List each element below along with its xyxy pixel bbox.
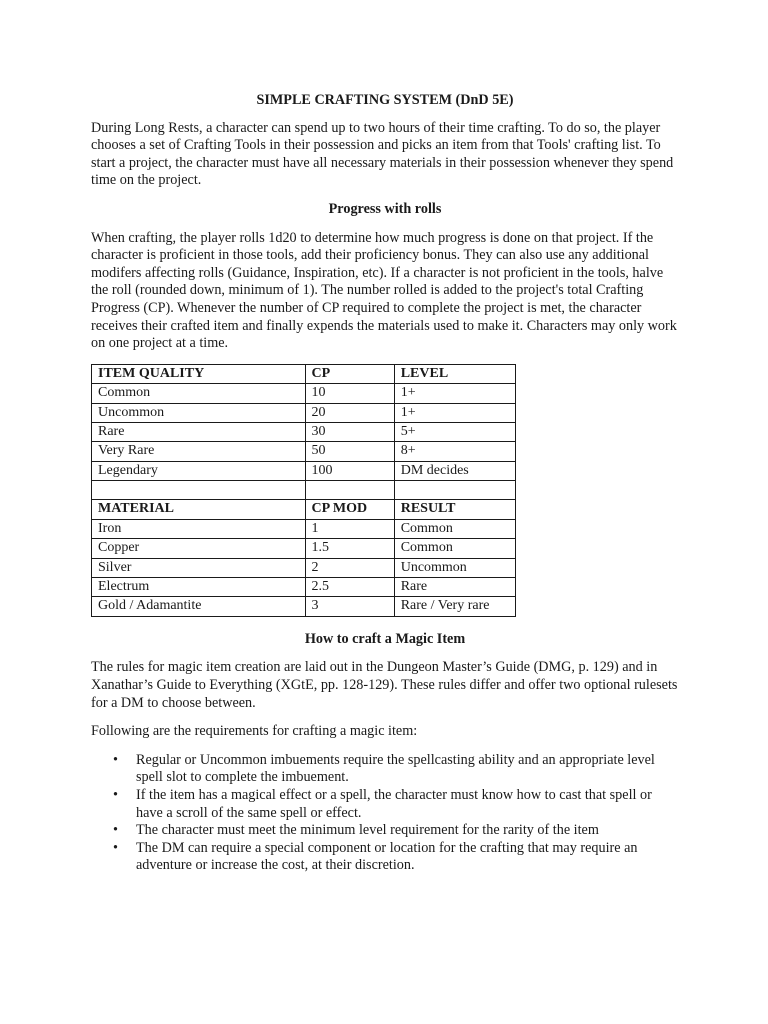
progress-heading: Progress with rolls (328, 200, 442, 217)
table-row (92, 597, 516, 616)
table-cell: Copper (92, 539, 306, 558)
table-cell: 8+ (394, 442, 515, 461)
intro-paragraph: During Long Rests, a character can spend up to two hours of their time crafting. To do so, the player chooses a set of Crafting Tools in their possession and picks an item from that Tools' crafting list. To start a project, the character must have all necessary materials in their possession whenever they spend time on the project. (91, 119, 674, 189)
table-row (92, 442, 516, 461)
table-cell: DM decides (394, 461, 515, 480)
list-item: • Regular or Uncommon imbuements require the spellcasting ability and an appropriate level spell slot to complete the imbuement. (136, 752, 679, 787)
table-cell: 5+ (394, 422, 515, 441)
table-cell: 1+ (394, 403, 515, 422)
table-cell: Common (394, 539, 515, 558)
quality-header-row (92, 364, 516, 383)
table-cell: 2.5 (305, 578, 394, 597)
table-cell: 1.5 (305, 539, 394, 558)
table-row (92, 384, 516, 403)
magic-heading: How to craft a Magic Item (304, 630, 466, 647)
table-cell: Very Rare (92, 442, 306, 461)
table-cell: Silver (92, 558, 306, 577)
header-cell: CP MOD (305, 500, 394, 519)
table-row (92, 422, 516, 441)
empty-cell (394, 481, 515, 500)
table-cell: 1+ (394, 384, 515, 403)
crafting-table (91, 364, 516, 617)
magic-paragraph: The rules for magic item creation are laid out in the Dungeon Master’s Guide (DMG, p. 129) and in Xanathar’s Guide to Everything (XGtE, pp. 128-129). These rules differ and offer two optional rulesets for a DM to choose between. (91, 659, 678, 711)
table-row (92, 519, 516, 538)
list-item: • The DM can require a special component or location for the crafting that may require an adventure or increase the cost, at their discretion. (136, 840, 679, 875)
table-row (92, 403, 516, 422)
document-page (91, 92, 679, 875)
table-cell: Legendary (92, 461, 306, 480)
header-cell: LEVEL (394, 364, 515, 383)
table-row (92, 558, 516, 577)
requirements-list (91, 752, 679, 875)
table-cell: Uncommon (92, 403, 306, 422)
table-cell: Rare (394, 578, 515, 597)
header-cell: CP (305, 364, 394, 383)
table-cell: 2 (305, 558, 394, 577)
table-cell: 3 (305, 597, 394, 616)
table-cell: Iron (92, 519, 306, 538)
table-cell: Rare / Very rare (394, 597, 515, 616)
empty-cell (92, 481, 306, 500)
header-cell: MATERIAL (92, 500, 306, 519)
empty-separator-row (92, 481, 516, 500)
table-cell: 50 (305, 442, 394, 461)
list-item: • The character must meet the minimum level requirement for the rarity of the item (136, 822, 679, 840)
table-cell: Uncommon (394, 558, 515, 577)
table-cell: 100 (305, 461, 394, 480)
table-cell: 10 (305, 384, 394, 403)
header-cell: ITEM QUALITY (92, 364, 306, 383)
table-cell: 20 (305, 403, 394, 422)
requirements-intro: Following are the requirements for crafting a magic item: (91, 723, 418, 740)
table-row (92, 578, 516, 597)
table-row (92, 461, 516, 480)
table-cell: Rare (92, 422, 306, 441)
list-item: • If the item has a magical effect or a spell, the character must know how to cast that spell or have a scroll of the same spell or effect. (136, 787, 679, 822)
table-cell: Electrum (92, 578, 306, 597)
table-cell: 30 (305, 422, 394, 441)
header-cell: RESULT (394, 500, 515, 519)
empty-cell (305, 481, 394, 500)
document-title: SIMPLE CRAFTING SYSTEM (DnD 5E) (256, 92, 514, 108)
table-cell: Common (394, 519, 515, 538)
table-cell: 1 (305, 519, 394, 538)
progress-paragraph: When crafting, the player rolls 1d20 to determine how much progress is done on that project. If the character is proficient in those tools, add their proficiency bonus. They can also use any additional modifers affecting rolls (Guidance, Inspiration, etc). If a character is not proficient in the tools, halve the roll (rounded down, minimum of 1). The number rolled is added to the project's total Crafting Progress (CP). Whenever the number of CP required to complete the project is met, the character receives their crafted item and finally expends the materials used to make it. Characters may only work on one project at a time. (91, 229, 677, 352)
table-cell: Common (92, 384, 306, 403)
material-header-row (92, 500, 516, 519)
table-row (92, 539, 516, 558)
table-cell: Gold / Adamantite (92, 597, 306, 616)
